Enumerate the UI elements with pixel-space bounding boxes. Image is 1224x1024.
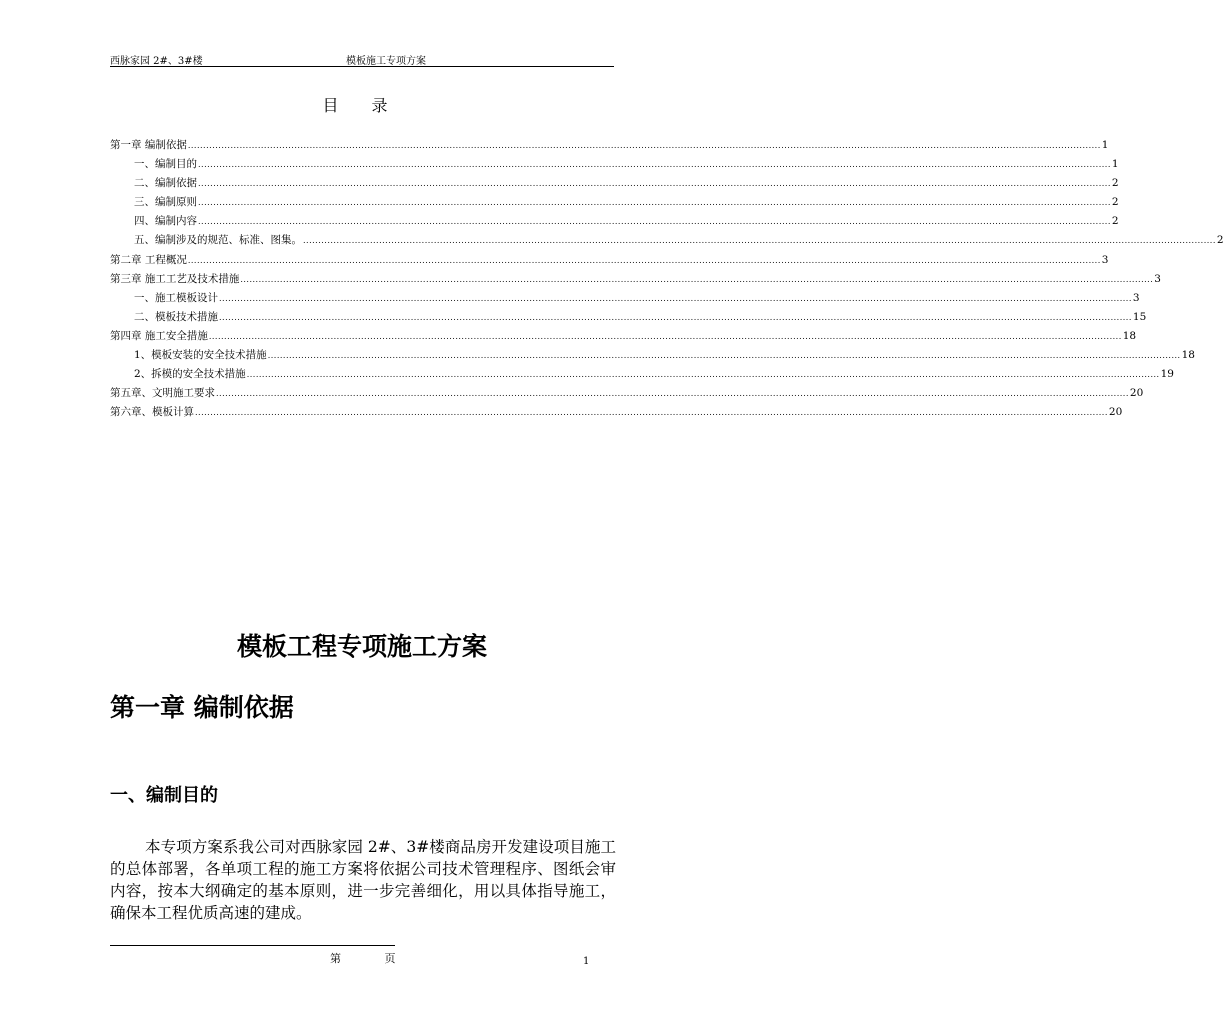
toc-entry-page: 2: [1111, 196, 1119, 209]
toc-entry-page: 3: [1154, 272, 1161, 285]
toc-entry[interactable]: [110, 231, 1224, 250]
toc-entry[interactable]: [110, 289, 1140, 308]
toc-leader-dots: ............................................................................................................................................................................................................................................................................................................: [195, 408, 1108, 418]
toc-entry-label: 第四章 施工安全措施: [110, 329, 208, 342]
toc-entry-page: 3: [1101, 253, 1109, 266]
toc-entry-page: 18: [1181, 349, 1195, 362]
header-project-name: 西脉家园 2#、3#楼: [110, 56, 203, 67]
toc-entry-label: 2、拆模的安全技术措施: [134, 368, 246, 381]
toc-entry-label: 第二章 工程概况: [110, 253, 187, 266]
footer-page-number: 1: [583, 956, 590, 967]
footer-divider: [110, 945, 395, 946]
toc-entry-page: 18: [1122, 329, 1137, 342]
toc-entry-page: 3: [1132, 291, 1140, 304]
toc-entry-label: 1、模板安装的安全技术措施: [134, 349, 267, 362]
toc-entry-page: 1: [1101, 139, 1109, 151]
toc-entry-label: 第一章 编制依据: [110, 139, 187, 151]
toc-entry-label: 五、编制涉及的规范、标准、图集。: [134, 234, 302, 247]
toc-entry[interactable]: [110, 174, 1119, 193]
toc-leader-dots: ............................................................................................................................................................................................................................................................................................................: [219, 312, 1132, 322]
toc-entry[interactable]: [110, 384, 1144, 403]
toc-entry-label: 一、施工模板设计: [134, 291, 218, 304]
toc-entry[interactable]: [110, 365, 1174, 384]
toc-leader-dots: ............................................................................................................................................................................................................................................................................................................: [208, 331, 1122, 341]
toc-entry-page: 2: [1111, 215, 1119, 228]
footer-page-label: 第 页: [330, 952, 416, 965]
toc-leader-dots: ............................................................................................................................................................................................................................................................................................................: [198, 179, 1111, 189]
toc-entry[interactable]: [110, 308, 1147, 327]
toc-entry-label: 第六章、模板计算: [110, 406, 194, 419]
toc-leader-dots: ............................................................................................................................................................................................................................................................................................................: [187, 141, 1101, 150]
table-of-contents: [110, 136, 1224, 422]
header-document-title: 模板施工专项方案: [346, 56, 426, 67]
toc-leader-dots: ............................................................................................................................................................................................................................................................................................................: [216, 389, 1129, 399]
toc-entry-label: 三、编制原则: [134, 196, 197, 209]
toc-entry-label: 第三章 施工工艺及技术措施: [110, 272, 240, 285]
section-heading: 一、编制目的: [110, 785, 218, 806]
toc-entry[interactable]: [110, 327, 1137, 346]
toc-entry-page: 20: [1108, 406, 1123, 419]
toc-entry-label: 四、编制内容: [134, 215, 197, 228]
toc-leader-dots: ............................................................................................................................................................................................................................................................................................................: [198, 160, 1111, 170]
toc-entry[interactable]: [110, 155, 1119, 174]
toc-entry[interactable]: [110, 403, 1123, 422]
page-header: [110, 50, 614, 67]
toc-entry-page: 1: [1111, 158, 1119, 171]
toc-entry[interactable]: [110, 193, 1119, 212]
toc-entry[interactable]: [110, 346, 1195, 365]
toc-entry-page: 2: [1111, 177, 1119, 190]
toc-leader-dots: ............................................................................................................................................................................................................................................................................................................: [240, 274, 1154, 284]
toc-entry-label: 一、编制目的: [134, 158, 197, 171]
toc-entry-label: 二、模板技术措施: [134, 310, 218, 323]
toc-entry-page: 2: [1216, 234, 1224, 247]
toc-entry[interactable]: [110, 251, 1109, 270]
toc-entry[interactable]: [110, 136, 1109, 155]
toc-title: 目 录: [322, 96, 402, 115]
toc-leader-dots: ............................................................................................................................................................................................................................................................................................................: [198, 198, 1111, 208]
toc-leader-dots: ............................................................................................................................................................................................................................................................................................................: [198, 217, 1111, 227]
toc-entry-page: 15: [1132, 310, 1147, 323]
toc-leader-dots: ............................................................................................................................................................................................................................................................................................................: [246, 370, 1160, 380]
toc-entry-page: 20: [1129, 387, 1144, 400]
toc-entry[interactable]: [110, 270, 1161, 289]
toc-entry-label: 二、编制依据: [134, 177, 197, 190]
chapter-heading: 第一章 编制依据: [110, 693, 294, 722]
toc-leader-dots: ............................................................................................................................................................................................................................................................................................................: [219, 293, 1132, 303]
toc-entry-label: 第五章、文明施工要求: [110, 387, 215, 400]
toc-leader-dots: ............................................................................................................................................................................................................................................................................................................: [187, 255, 1101, 265]
toc-entry[interactable]: [110, 212, 1119, 231]
toc-entry-page: 19: [1160, 368, 1174, 381]
document-main-title: 模板工程专项施工方案: [236, 632, 487, 661]
toc-leader-dots: ............................................................................................................................................................................................................................................................................................................: [267, 351, 1181, 361]
toc-leader-dots: ............................................................................................................................................................................................................................................................................................................: [303, 236, 1216, 246]
body-paragraph: 本专项方案系我公司对西脉家园 2#、3#楼商品房开发建设项目施工的总体部署，各单项工程的施工方案将依据公司技术管理程序、图纸会审内容，按本大纲确定的基本原则，进一步完善细化，用以具体指导施工，确保本工程优质高速的建成。: [110, 838, 616, 922]
